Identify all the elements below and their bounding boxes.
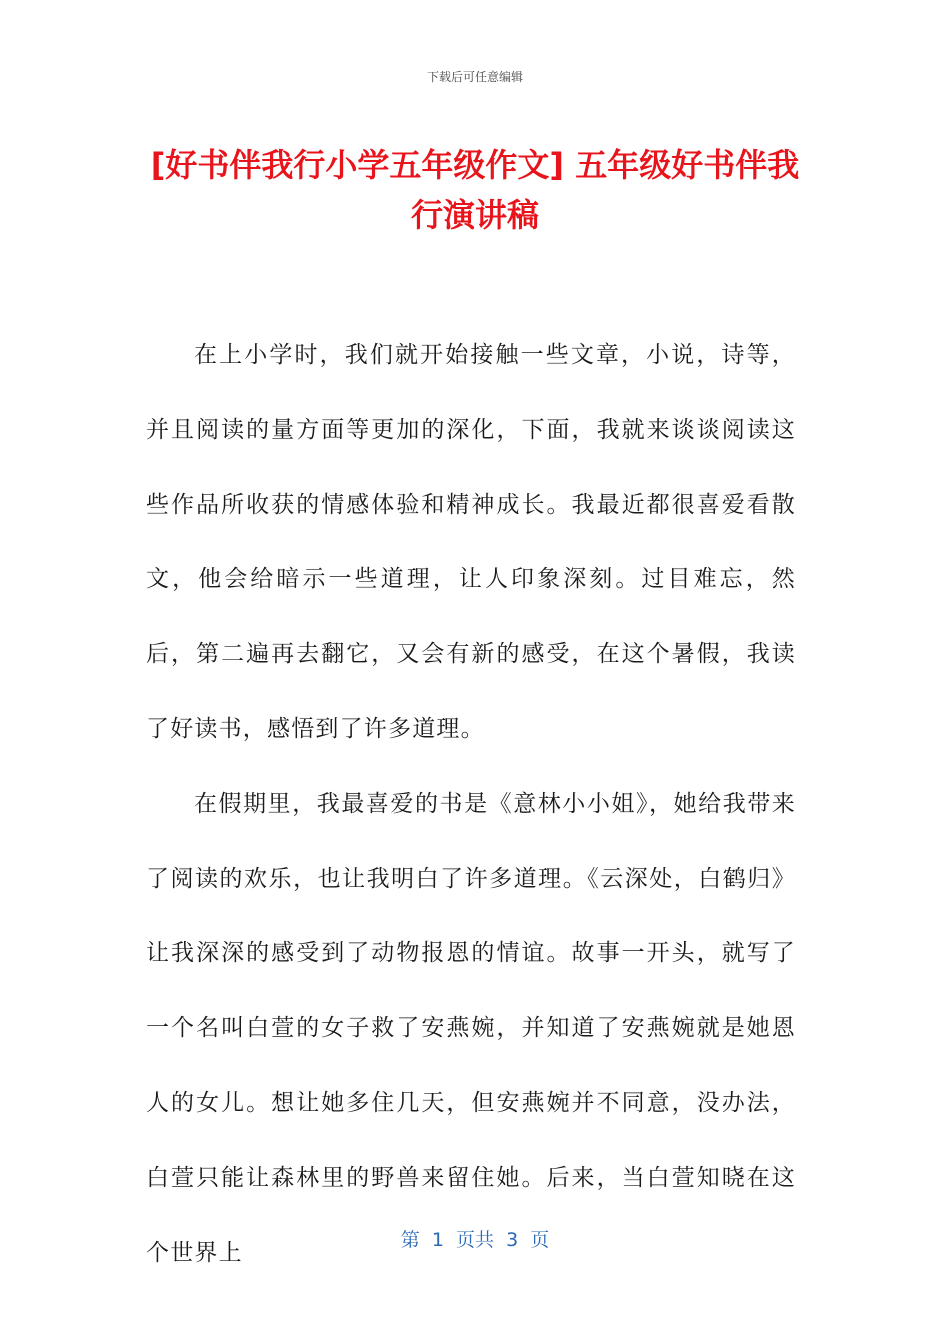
header-note: 下载后可任意编辑 [426, 70, 523, 84]
document-body [146, 318, 796, 1290]
page-number-footer: 第 1 页共 3 页 [400, 1229, 550, 1251]
document-title: [好书伴我行小学五年级作文] 五年级好书伴我行演讲稿 [150, 146, 800, 234]
paragraph-2: 在假期里，我最喜爱的书是《意林小小姐》，她给我带来了阅读的欢乐，也让我明白了许多道理。《云深处，白鹤归》让我深深的感受到了动物报恩的情谊。故事一开头，就写了一个名叫白萱的女子救了安燕婉，并知道了安燕婉就是她恩人的女儿。想让她多住几天，但安燕婉并不同意，没办法，白萱只能让森林里的野兽来留住她。后来，当白萱知晓在这个世界上 [146, 790, 796, 1266]
paragraph-1: 在上小学时，我们就开始接触一些文章，小说，诗等，并且阅读的量方面等更加的深化，下面，我就来谈谈阅读这些作品所收获的情感体验和精神成长。我最近都很喜爱看散文，他会给暗示一些道理，让人印象深刻。过目难忘，然后，第二遍再去翻它，又会有新的感受，在这个暑假，我读了好读书，感悟到了许多道理。 [146, 342, 796, 742]
